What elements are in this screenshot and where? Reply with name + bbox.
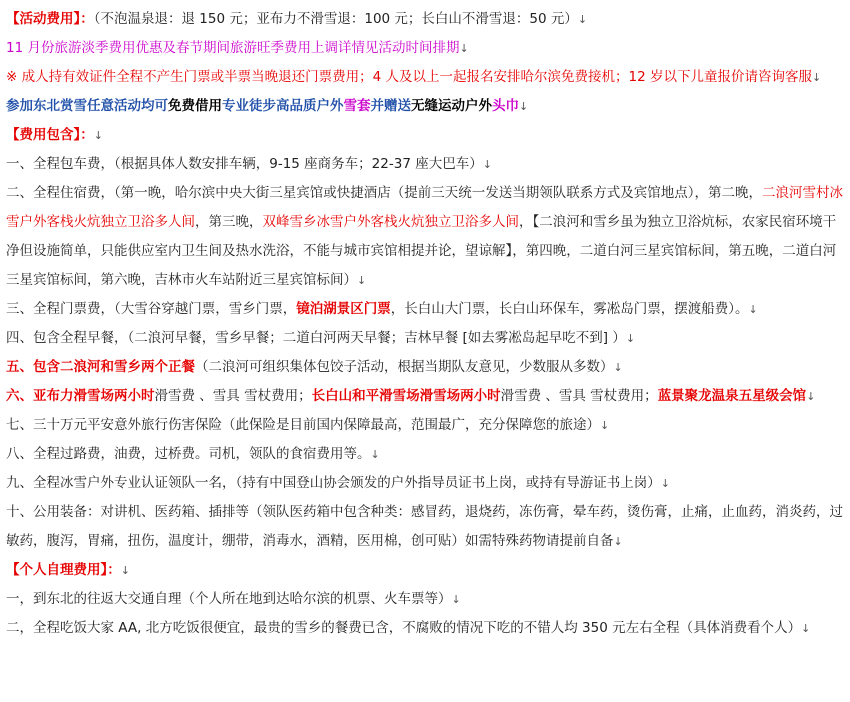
activity-fee-heading: 【活动费用】： bbox=[6, 11, 94, 27]
paragraph-mark-icon: ↓ bbox=[613, 535, 623, 548]
item-10-text: 十、公用装备：对讲机、医药箱、插排等（领队医药箱中包含种类：感冒药，退烧药，冻伤膏，晕车药，烫伤膏，止痛，止血药，消炎药，过敏药，腹泻，胃痛，扭伤，温度计，绷带，消毒水，酒精，医用棉，创可贴）如需特殊药物请提前自备 bbox=[6, 504, 843, 549]
paragraph-mark-icon: ↓ bbox=[625, 332, 636, 345]
self-1-text: 一，到东北的往返大交通自理（个人所在地到达哈尔滨的机票、火车票等） bbox=[6, 591, 452, 607]
item-7-text: 七、三十万元平安意外旅行伤害保险（此保险是目前国内保障最高，范围最广，充分保障您的旅途） bbox=[6, 417, 600, 433]
item-2-part-4: 双峰雪乡冰雪户外客栈火炕独立卫浴多人间 bbox=[262, 214, 519, 230]
paragraph-mark-icon: ↓ bbox=[806, 390, 816, 403]
included-item-2 bbox=[6, 179, 846, 295]
paragraph-mark-icon: ↓ bbox=[482, 158, 492, 171]
paragraph-mark-icon: ↓ bbox=[451, 593, 461, 606]
item-2-part-5: ，【二浪河和雪乡虽为独立卫浴炕标，农家民宿环境干净但设施简单，只能供应室内卫生间及热水洗浴，不能与城市宾馆相提并论，望谅解】，第四晚，二道白河三星宾馆标间，第五晚，二道白河三星宾馆标间，第六晚，吉林市火车站附近三星宾馆标间） bbox=[6, 214, 837, 288]
warning-note-text: ※ 成人持有效证件全程不产生门票或半票当晚退还门票费用；4 人及以上一起报名安排哈尔滨免费接机；12 岁以下儿童报价请咨询客服 bbox=[6, 69, 812, 85]
included-heading: 【费用包含】： bbox=[6, 127, 94, 143]
item-2-part-3: ，第三晚， bbox=[195, 214, 263, 230]
included-item-5 bbox=[6, 353, 850, 382]
promo-part-3: 专业徒步高品质户外 bbox=[222, 98, 344, 114]
promo-line bbox=[6, 92, 850, 121]
self-pay-heading: 【个人自理费用】： bbox=[6, 562, 121, 578]
paragraph-mark-icon: ↓ bbox=[801, 622, 811, 635]
item-3-part-1: 三、全程门票费，（大雪谷穿越门票，雪乡门票， bbox=[6, 301, 297, 317]
included-item-7 bbox=[6, 411, 850, 440]
item-3-part-3: ，长白山大门票，长白山环保车，雾凇岛门票，摆渡船费）。 bbox=[390, 301, 749, 317]
paragraph-mark-icon: ↓ bbox=[93, 129, 103, 142]
self-pay-heading-line bbox=[6, 556, 850, 585]
item-6-part-2: 亚布力滑雪场两小时 bbox=[33, 388, 155, 404]
paragraph-mark-icon: ↓ bbox=[600, 419, 610, 432]
item-8-text: 八、全程过路费，油费，过桥费。司机，领队的食宿费用等。 bbox=[6, 446, 371, 462]
self-pay-item-1 bbox=[6, 585, 850, 614]
included-item-8 bbox=[6, 440, 850, 469]
warning-note-line bbox=[6, 63, 850, 92]
season-note-line bbox=[6, 34, 850, 63]
item-6-part-3: 滑雪费 、雪具 雪杖费用； bbox=[154, 388, 312, 404]
included-item-4 bbox=[6, 324, 850, 353]
paragraph-mark-icon: ↓ bbox=[357, 274, 367, 287]
promo-part-4: 雪套 bbox=[343, 98, 371, 114]
included-heading-line bbox=[6, 121, 850, 150]
promo-part-1: 参加东北赏雪任意活动均可 bbox=[6, 98, 168, 114]
promo-part-7: 头巾 bbox=[492, 98, 519, 114]
paragraph-mark-icon: ↓ bbox=[613, 361, 623, 374]
activity-fee-text: （不泡温泉退：退 150 元；亚布力不滑雪退：100 元；长白山不滑雪退：50 元） bbox=[93, 11, 578, 27]
promo-part-5: 并赠送 bbox=[370, 98, 411, 114]
item-6-part-5: 滑雪费 、雪具 雪杖费用； bbox=[500, 388, 658, 404]
included-item-10 bbox=[6, 498, 846, 556]
item-9-text: 九、全程冰雪户外专业认证领队一名，（持有中国登山协会颁发的户外指导员证书上岗，或持有导游证书上岗） bbox=[6, 475, 661, 491]
item-5-part-2: （二浪河可组织集体包饺子活动，根据当期队友意见，少数服从多数） bbox=[195, 359, 614, 375]
paragraph-mark-icon: ↓ bbox=[370, 448, 380, 461]
self-pay-item-2 bbox=[6, 614, 850, 643]
included-item-6 bbox=[6, 382, 846, 411]
item-6-part-6: 蓝景聚龙温泉五星级会馆 bbox=[657, 388, 807, 404]
paragraph-mark-icon: ↓ bbox=[811, 71, 822, 84]
promo-part-6: 无缝运动户外 bbox=[411, 98, 492, 114]
paragraph-mark-icon: ↓ bbox=[660, 477, 670, 490]
paragraph-mark-icon: ↓ bbox=[577, 13, 588, 26]
item-3-part-2: 镜泊湖景区门票 bbox=[296, 301, 391, 317]
item-6-part-4: 长白山和平滑雪场滑雪场两小时 bbox=[311, 388, 501, 404]
item-6-part-1: 六、 bbox=[6, 388, 33, 404]
activity-fee-line bbox=[6, 5, 850, 34]
included-item-1 bbox=[6, 150, 850, 179]
included-item-9 bbox=[6, 469, 850, 498]
paragraph-mark-icon: ↓ bbox=[748, 303, 758, 316]
season-note-text: 11 月份旅游淡季费用优惠及春节期间旅游旺季费用上调详情见活动时间排期 bbox=[6, 40, 460, 56]
paragraph-mark-icon: ↓ bbox=[120, 564, 130, 577]
item-2-part-1: 二、全程住宿费，（第一晚，哈尔滨中央大街三星宾馆或快捷酒店（提前三天统一发送当期领队联系方式及宾馆地点），第二晚， bbox=[6, 185, 762, 201]
item-2-part-2: 二浪河雪村冰雪户外客栈火炕独立卫浴多人间 bbox=[6, 185, 843, 230]
item-1-text: 一、全程包车费，（根据具体人数安排车辆，9-15 座商务车；22-37 座大巴车） bbox=[6, 156, 483, 172]
paragraph-mark-icon: ↓ bbox=[519, 100, 529, 113]
item-5-part-1: 五、包含二浪河和雪乡两个正餐 bbox=[6, 359, 195, 375]
paragraph-mark-icon: ↓ bbox=[459, 42, 469, 55]
item-4-text: 四、包含全程早餐，（二浪河早餐，雪乡早餐；二道白河两天早餐；吉林早餐 [如去雾凇岛起早吃不到] ） bbox=[6, 330, 626, 346]
promo-part-2: 免费借用 bbox=[168, 98, 222, 114]
self-2-text: 二，全程吃饭大家 AA, 北方吃饭很便宜，最贵的雪乡的餐费已含，不腐败的情况下吃的不错人均 350 元左右全程（具体消费看个人） bbox=[6, 620, 802, 636]
included-item-3 bbox=[6, 295, 850, 324]
